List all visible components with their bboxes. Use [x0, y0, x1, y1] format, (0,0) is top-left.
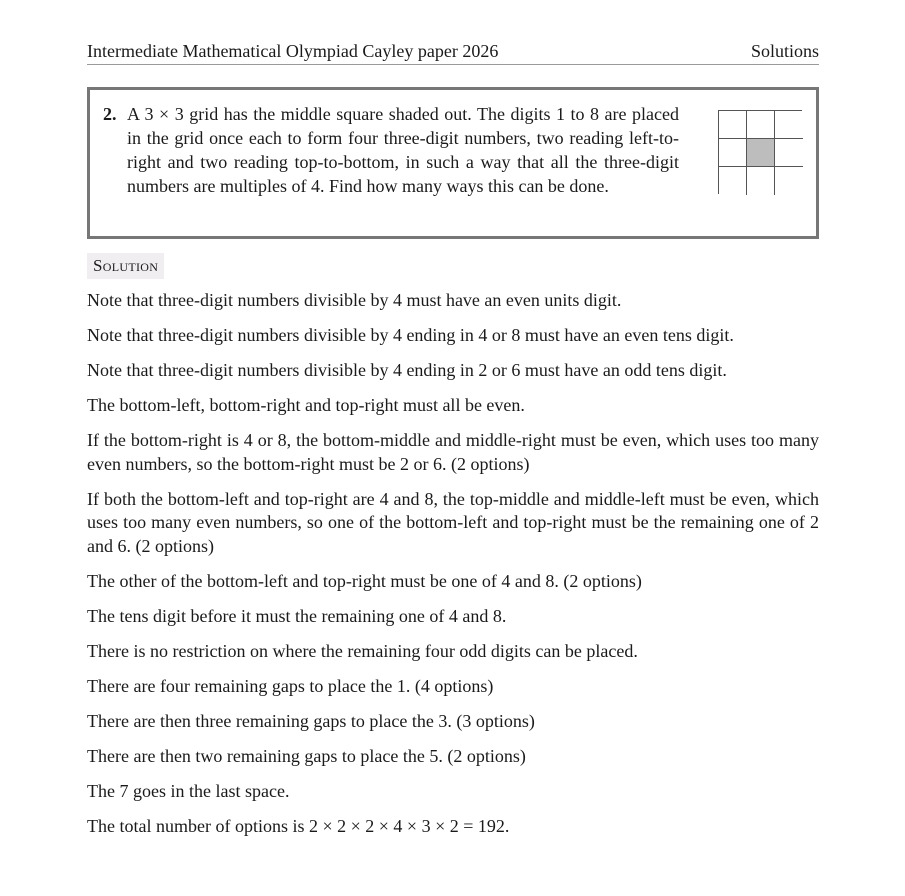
- grid-diagram: [718, 110, 802, 194]
- document-title: Intermediate Mathematical Olympiad Cayley paper 2026: [87, 41, 499, 61]
- solution-paragraph: There are then three remaining gaps to place the 3. (3 options): [87, 710, 535, 731]
- grid-cell-bottom-middle: [747, 167, 775, 195]
- solution-paragraph: If both the bottom-left and top-right are 4 and 8, the top-middle and middle-left must be even, which uses too many even numbers, so one of the bottom-left and top-right must be the remaining one of 2 and 6. (2 options): [87, 488, 819, 556]
- solution-paragraph: There is no restriction on where the remaining four odd digits can be placed.: [87, 640, 638, 661]
- solution-body: [87, 289, 819, 850]
- grid-cell-middle-shaded: [747, 139, 775, 167]
- solution-heading: Solution: [87, 253, 164, 279]
- solution-paragraph: The total number of options is 2 × 2 × 2 × 4 × 3 × 2 = 192.: [87, 815, 510, 836]
- solution-paragraph: The tens digit before it must the remaining one of 4 and 8.: [87, 605, 507, 626]
- solution-paragraph: The bottom-left, bottom-right and top-right must all be even.: [87, 395, 525, 415]
- grid-cell-middle-left: [719, 139, 747, 167]
- section-label: Solutions: [750, 41, 819, 61]
- solution-paragraph: There are then two remaining gaps to place the 5. (2 options): [87, 745, 526, 766]
- grid-cell-top-middle: [747, 111, 775, 139]
- solution-paragraph: If the bottom-right is 4 or 8, the bottom-middle and middle-right must be even, which uses too many even numbers, so the bottom-right must be 2 or 6. (2 options): [87, 430, 819, 474]
- solution-paragraph: There are four remaining gaps to place the 1. (4 options): [87, 675, 494, 696]
- grid-cell-bottom-left: [719, 167, 747, 195]
- grid-cell-middle-right: [775, 139, 803, 167]
- page-header: [87, 40, 819, 65]
- grid-cell-top-left: [719, 111, 747, 139]
- problem-number: 2.: [103, 104, 117, 124]
- grid-cell-bottom-right: [775, 167, 803, 195]
- problem-box: [87, 87, 819, 239]
- grid-cell-top-right: [775, 111, 803, 139]
- solution-paragraph: The other of the bottom-left and top-right must be one of 4 and 8. (2 options): [87, 570, 642, 591]
- solution-paragraph: Note that three-digit numbers divisible by 4 must have an even units digit.: [87, 290, 622, 310]
- solution-paragraph: The 7 goes in the last space.: [87, 780, 290, 801]
- problem-text: A 3 × 3 grid has the middle square shaded out. The digits 1 to 8 are placed in the grid once each to form four three-digit numbers, two reading left-to-right and two reading top-to-bottom, in such a way that all the three-digit numbers are multiples of 4. Find how many ways this can be done.: [127, 104, 679, 196]
- solution-paragraph: Note that three-digit numbers divisible by 4 ending in 2 or 6 must have an odd tens digit.: [87, 360, 727, 380]
- solution-paragraph: Note that three-digit numbers divisible by 4 ending in 4 or 8 must have an even tens digit.: [87, 325, 734, 345]
